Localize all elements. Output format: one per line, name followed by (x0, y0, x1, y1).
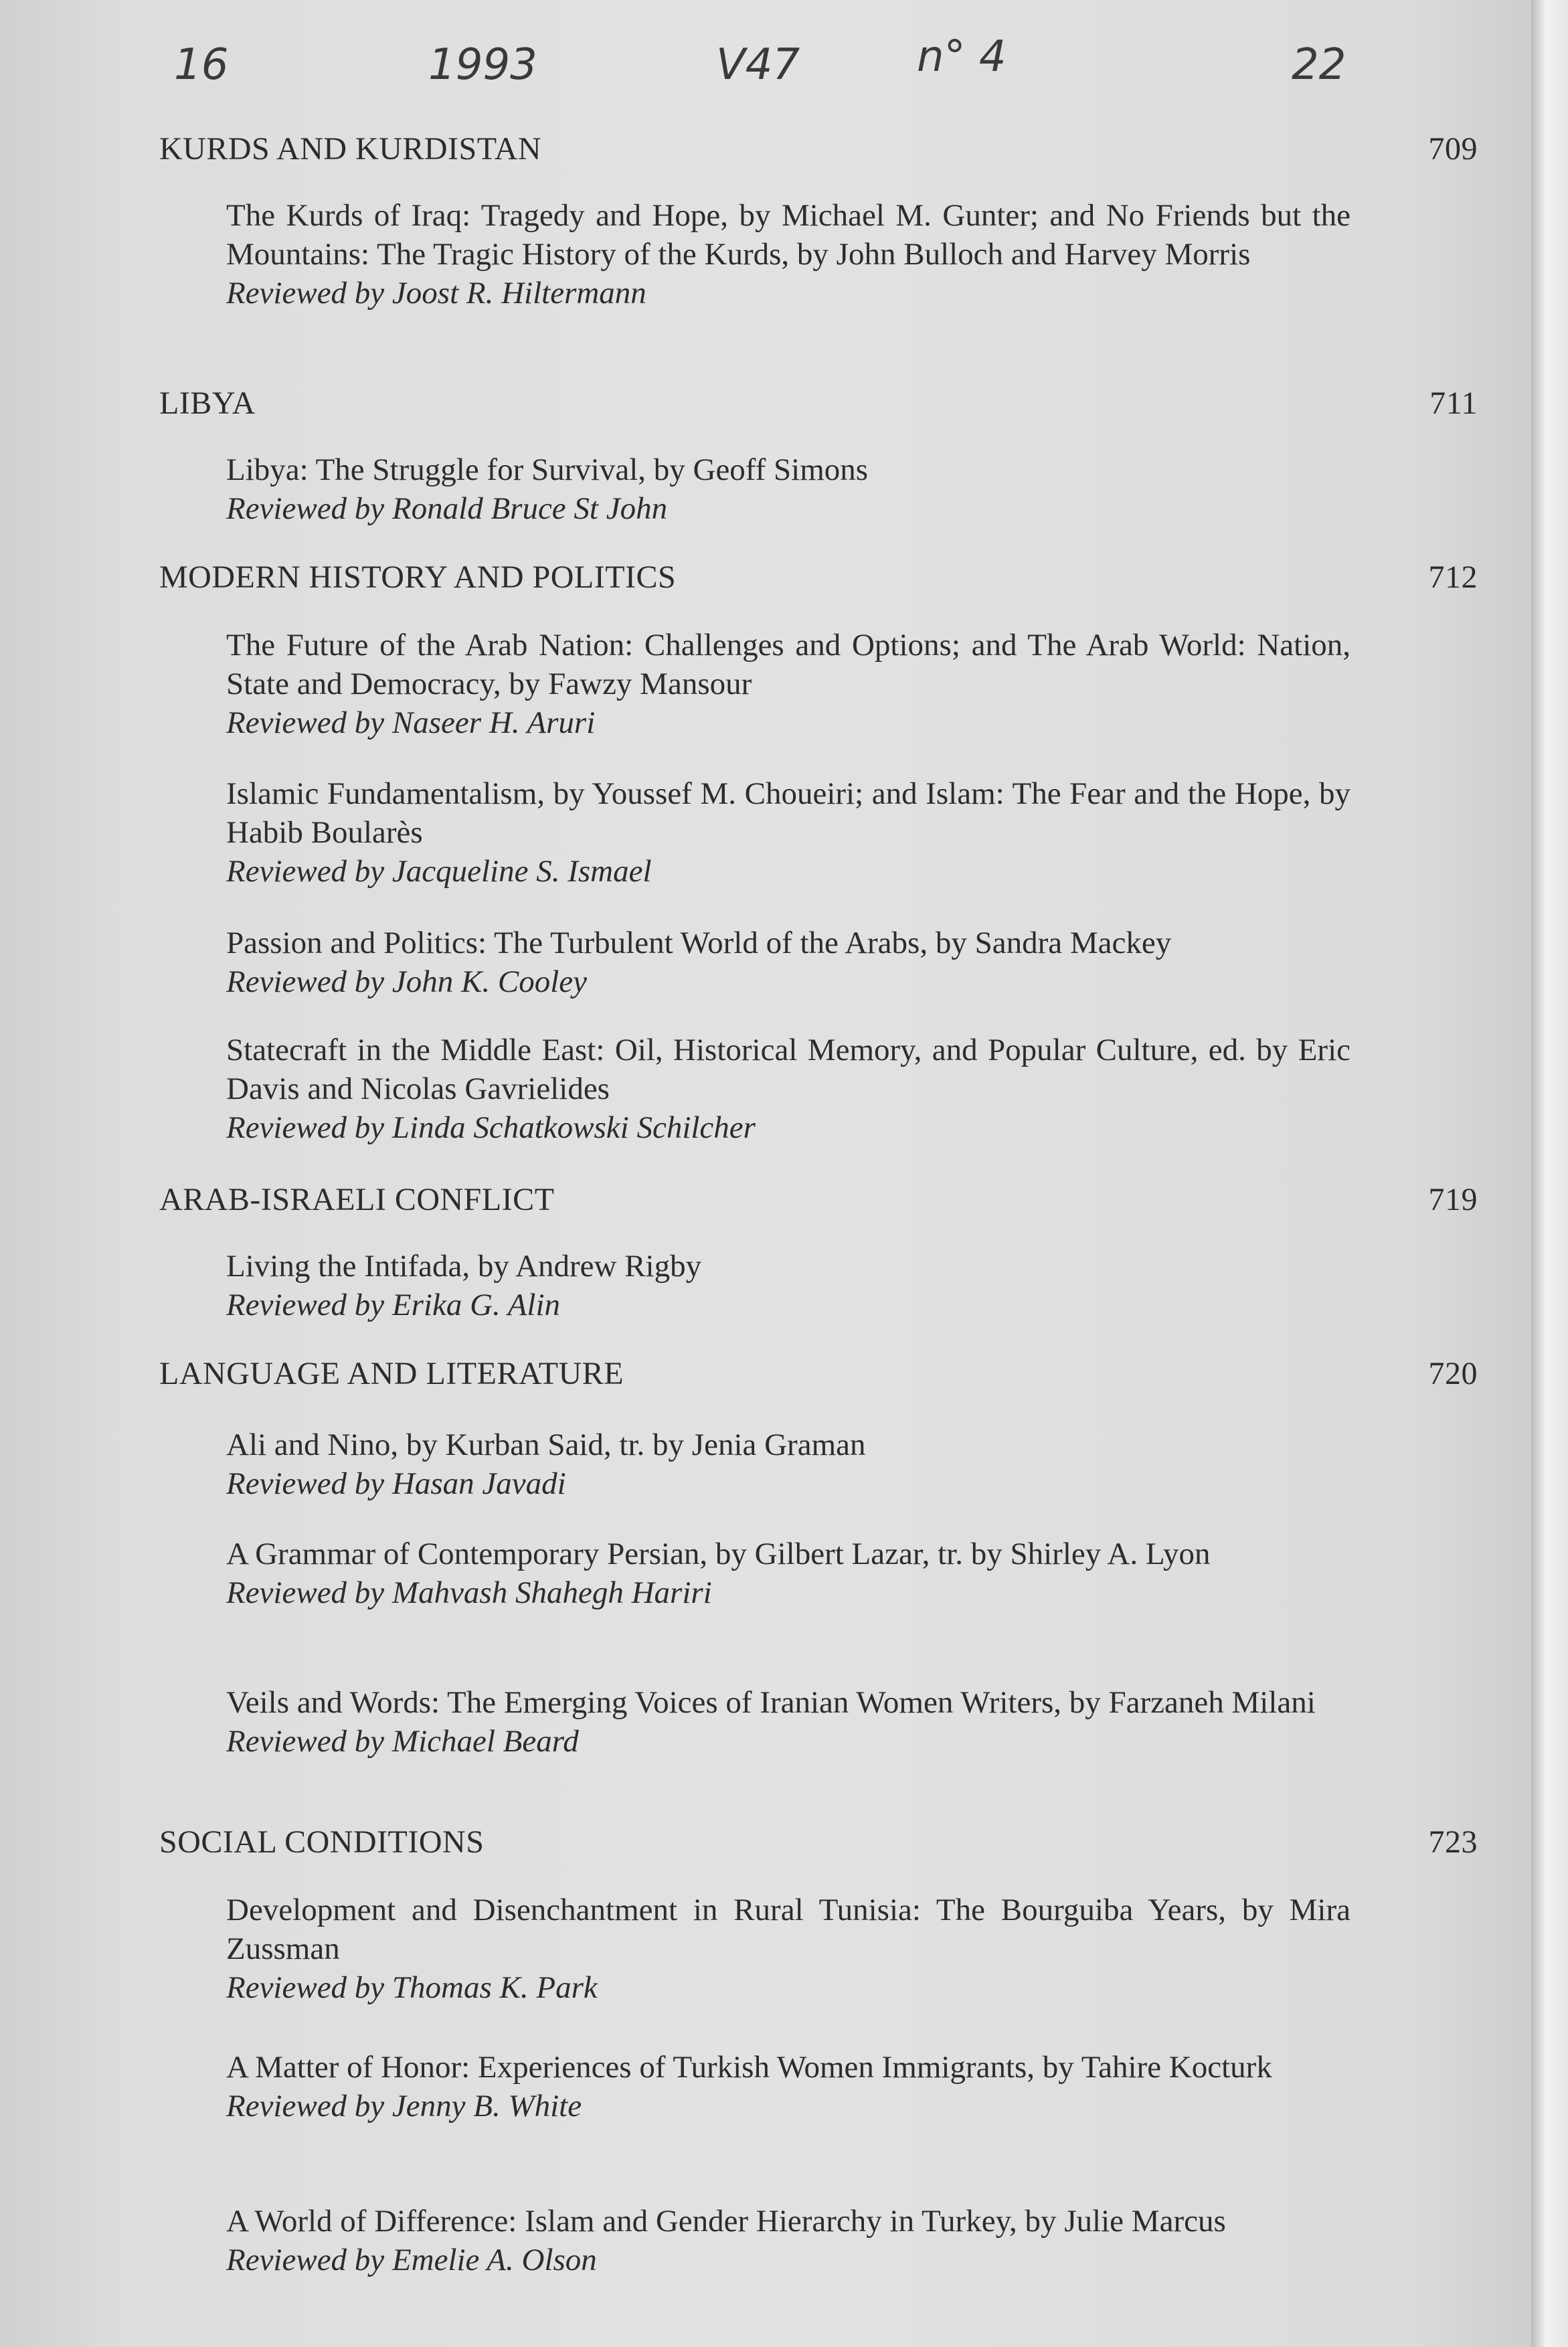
book-title: Statecraft in the Middle East: Oil, Historical Memory, and Popular Culture, ed. by Eric Davis and Nicolas Gavrielides (226, 1033, 1351, 1106)
review-entry (226, 196, 1351, 313)
section-heading (159, 559, 1478, 599)
book-title: Living the Intifada, by Andrew Rigby (226, 1249, 702, 1284)
handwritten-annotation (161, 27, 1432, 100)
book-title: A World of Difference: Islam and Gender Hierarchy in Turkey, by Julie Marcus (226, 2204, 1226, 2239)
review-entry (226, 1031, 1351, 1147)
section-title: KURDS AND KURDISTAN (159, 131, 542, 167)
book-title: The Kurds of Iraq: Tragedy and Hope, by Michael M. Gunter; and No Friends but the Mountains: The Tragic History of the Kurds, by John Bulloch and Harvey Morris (226, 198, 1351, 272)
reviewer: Reviewed by Naseer H. Aruri (226, 705, 596, 740)
section-title: MODERN HISTORY AND POLITICS (159, 559, 677, 595)
reviewer: Reviewed by Erika G. Alin (226, 1288, 561, 1322)
reviewer: Reviewed by Emelie A. Olson (226, 2243, 597, 2277)
section-heading (159, 385, 1478, 425)
handwritten-a: 16 (174, 40, 229, 90)
review-entry (226, 450, 1351, 528)
review-entry (226, 1535, 1351, 1612)
review-entry (226, 1247, 1351, 1324)
review-entry (226, 774, 1351, 891)
reviewer: Reviewed by Jacqueline S. Ismael (226, 854, 652, 889)
section-title: LANGUAGE AND LITERATURE (159, 1356, 624, 1391)
handwritten-e: 22 (1292, 40, 1346, 90)
reviewer: Reviewed by Mahvash Shahegh Hariri (226, 1575, 712, 1610)
book-title: Development and Disenchantment in Rural Tunisia: The Bourguiba Years, by Mira Zussman (226, 1893, 1351, 1966)
review-entry (226, 1425, 1351, 1503)
section-page-number: 712 (1428, 559, 1478, 595)
book-title: Passion and Politics: The Turbulent World of the Arabs, by Sandra Mackey (226, 926, 1172, 960)
review-entry (226, 924, 1351, 1001)
binding-edge (1531, 0, 1568, 2347)
reviewer: Reviewed by Linda Schatkowski Schilcher (226, 1110, 756, 1145)
section-heading (159, 131, 1478, 171)
book-title: Islamic Fundamentalism, by Youssef M. Choueiri; and Islam: The Fear and the Hope, by Habib Boularès (226, 776, 1351, 850)
reviewer: Reviewed by Joost R. Hiltermann (226, 276, 646, 311)
section-page-number: 709 (1428, 131, 1478, 167)
reviewer: Reviewed by Michael Beard (226, 1724, 579, 1759)
book-title: Libya: The Struggle for Survival, by Geoff Simons (226, 452, 869, 487)
section-title: LIBYA (159, 385, 256, 421)
reviewer: Reviewed by Hasan Javadi (226, 1466, 566, 1501)
reviewer: Reviewed by Thomas K. Park (226, 1970, 598, 2005)
reviewer: Reviewed by John K. Cooley (226, 964, 588, 999)
section-page-number: 711 (1429, 385, 1478, 421)
review-entry (226, 1891, 1351, 2007)
handwritten-d: n° 4 (917, 32, 1007, 82)
section-heading (159, 1181, 1478, 1221)
section-page-number: 723 (1428, 1824, 1478, 1860)
section-heading (159, 1355, 1478, 1395)
reviewer: Reviewed by Jenny B. White (226, 2089, 582, 2123)
section-page-number: 720 (1428, 1356, 1478, 1391)
book-title: The Future of the Arab Nation: Challenges and Options; and The Arab World: Nation, State and Democracy, by Fawzy Mansour (226, 628, 1351, 701)
handwritten-c: V47 (716, 40, 800, 90)
review-entry (226, 2202, 1351, 2279)
reviewer: Reviewed by Ronald Bruce St John (226, 491, 668, 526)
section-title: ARAB-ISRAELI CONFLICT (159, 1182, 555, 1217)
section-title: SOCIAL CONDITIONS (159, 1824, 485, 1860)
review-entry (226, 626, 1351, 742)
book-title: Ali and Nino, by Kurban Said, tr. by Jenia Graman (226, 1427, 866, 1462)
review-entry (226, 1683, 1351, 1761)
section-page-number: 719 (1428, 1182, 1478, 1217)
section-heading (159, 1824, 1478, 1864)
book-title: A Matter of Honor: Experiences of Turkish Women Immigrants, by Tahire Kocturk (226, 2050, 1272, 2085)
handwritten-b: 1993 (428, 40, 537, 90)
book-title: Veils and Words: The Emerging Voices of Iranian Women Writers, by Farzaneh Milani (226, 1685, 1316, 1720)
book-title: A Grammar of Contemporary Persian, by Gilbert Lazar, tr. by Shirley A. Lyon (226, 1537, 1211, 1571)
review-entry (226, 2048, 1351, 2125)
